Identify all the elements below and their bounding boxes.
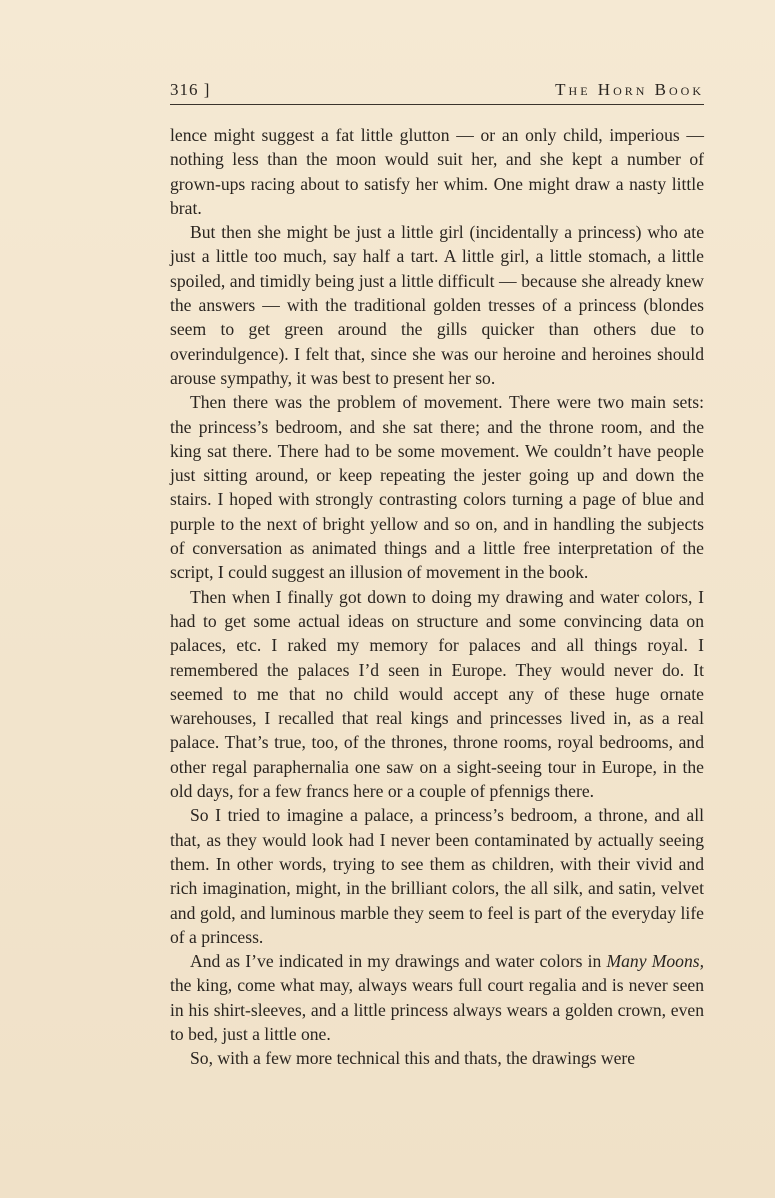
paragraph-text: the king, come what may, always wears full court regalia and is never seen in his shirt-sleeves, and a little princess always wears a golden crown, even to bed, just a little one. [170,975,704,1044]
paragraph [170,949,704,1046]
book-title-italic: Many Moons, [606,951,705,972]
paragraph: Then there was the problem of movement. There were two main sets: the princess’s bedroom, and she sat there; and the throne room, and the king sat there. There had to be some movement. We couldn’t have people just sitting around, or keep repeating the jester going up and down the stairs. I hoped with strongly contrasting colors turning a page of blue and purple to the next of bright yellow and so on, and in handling the subjects of conversation as animated things and a little free interpretation of the script, I could suggest an illusion of movement in the book. [170,392,704,583]
paragraph: But then she might be just a little girl (incidentally a princess) who ate just a little too much, say half a tart. A little girl, a little stomach, a little spoiled, and timidly being just a little difficult — because she already knew the answers — with the traditional golden tresses of a princess (blondes seem to get green around the gills quicker than others due to overindulgence). I felt that, since she was our heroine and heroines should arouse sympathy, it was best to present her so. [170,222,704,388]
body-text [170,123,704,1071]
paragraph: So, with a few more technical this and thats, the drawings were [190,1048,636,1069]
paragraph: Then when I finally got down to doing my drawing and water colors, I had to get some actual ideas on structure and some convincing data on palaces, etc. I raked my memory for palaces and all things royal. I remembered the palaces I’d seen in Europe. They would never do. It seemed to me that no child would accept any of these huge ornate warehouses, I recalled that real kings and princesses lived in, as a real palace. That’s true, too, of the thrones, throne rooms, royal bedrooms, and other regal paraphernalia one saw on a sight-seeing tour in Europe, in the old days, for a few francs here or a couple of pfennigs there. [170,586,704,802]
page-number: 316 ] [170,80,211,99]
paragraph: lence might suggest a fat little glutton — or an only child, imperious — nothing less than the moon would suit her, and she kept a number of grown-ups racing about to satisfy her whim. One might draw a nasty little brat. [170,125,704,218]
paragraph: So I tried to imagine a palace, a princess’s bedroom, a throne, and all that, as they would look had I never been contaminated by actually seeing them. In other words, trying to see them as children, with their vivid and rich imagination, might, in the brilliant colors, the all silk, and satin, velvet and gold, and luminous marble they seem to feel is part of the everyday life of a princess. [170,805,704,947]
running-head: The Horn Book [555,80,704,99]
page-header [170,76,704,105]
paragraph-text: And as I’ve indicated in my drawings and water colors in [190,951,607,972]
